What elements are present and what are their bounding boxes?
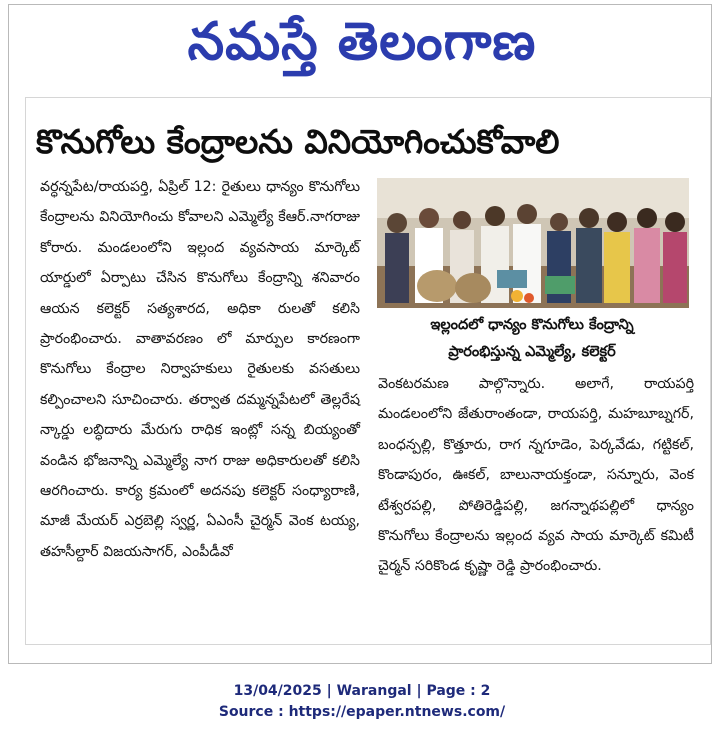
photo-caption-line-2: ప్రారంభిస్తున్న ఎమ్మెల్యే, కలెక్టర్ [448, 344, 616, 360]
article-headline: కొనుగోలు కేంద్రాలను వినియోగించుకోవాలి [36, 122, 560, 161]
newspaper-masthead: నమస్తే తెలంగాణ [187, 12, 537, 72]
photo-caption [372, 312, 692, 366]
article-body-right-column: వెంకటరమణ పాల్గొన్నారు. అలాగే, రాయపర్తి మండలంలోని జేతురాంతండా, రాయపర్తి, మహబూబ్నగర్, బంధన్పల్లి, కొత్తూరు, రాగ న్నగూడెం, పెర్కవేడు, గట్టికల్, కొండాపురం, ఊకల్, బాలునాయక్తండా, సన్నూరు, వెంక టేశ్వరపల్లి, పోతిరెడ్డిపల్లి, జగన్నాథపల్లిలో ధాన్యం కొనుగోలు కేంద్రాలను ఇల్లంద వ్యవ సాయ మార్కెట్ కమిటీ చైర్మన్ సరికొండ కృష్ణా రెడ్డి ప్రారంభించారు. [378, 376, 694, 575]
source-link[interactable]: Source : https://epaper.ntnews.com/ [218, 704, 506, 720]
article-body-left-column: వర్ధన్నపేట/రాయపర్తి, ఏప్రిల్ 12: రైతులు ధాన్యం కొనుగోలు కేంద్రాలను వినియోగించు కోవాలని ఎమ్మెల్యే కేఆర్.నాగరాజు కోరారు. మండలంలోని ఇల్లంద వ్యవసాయ మార్కెట్ యార్డులో ఏర్పాటు చేసిన కొనుగోలు కేంద్రాన్ని శనివారం ఆయన కలెక్టర్ సత్యశారద, అధికా రులతో కలిసి ప్రారంభించారు. వాతావరణం లో మార్పుల కారణంగా కొనుగోలు కేంద్రాల నిర్వాహకులు రైతులకు వసతులు కల్పించాలని సూచించారు. తర్వాత దమ్మన్నపేటలో తెల్లరేష న్కార్డు లబ్ధిదారు మేరుగు రాధిక ఇంట్లో సన్న బియ్యంతో వండిన భోజనాన్ని ఎమ్మెల్యే నాగ రాజు అధికారులతో కలిసి ఆరగించారు. కార్య క్రమంలో అదనపు కలెక్టర్ సంధ్యారాణి, మాజీ మేయర్ ఎర్రబెల్లి స్వర్ణ, ఏఎంసీ చైర్మన్ వెంక టయ్య, తహసీల్దార్ విజయసాగర్, ఎంపీడీవో [40, 179, 360, 560]
edition-info: 13/04/2025 | Warangal | Page : 2 [233, 683, 491, 699]
news-photo [377, 178, 689, 308]
photo-caption-line-1: ఇల్లందలో ధాన్యం కొనుగోలు కేంద్రాన్ని [430, 317, 634, 333]
news-photo-illustration [377, 178, 689, 308]
